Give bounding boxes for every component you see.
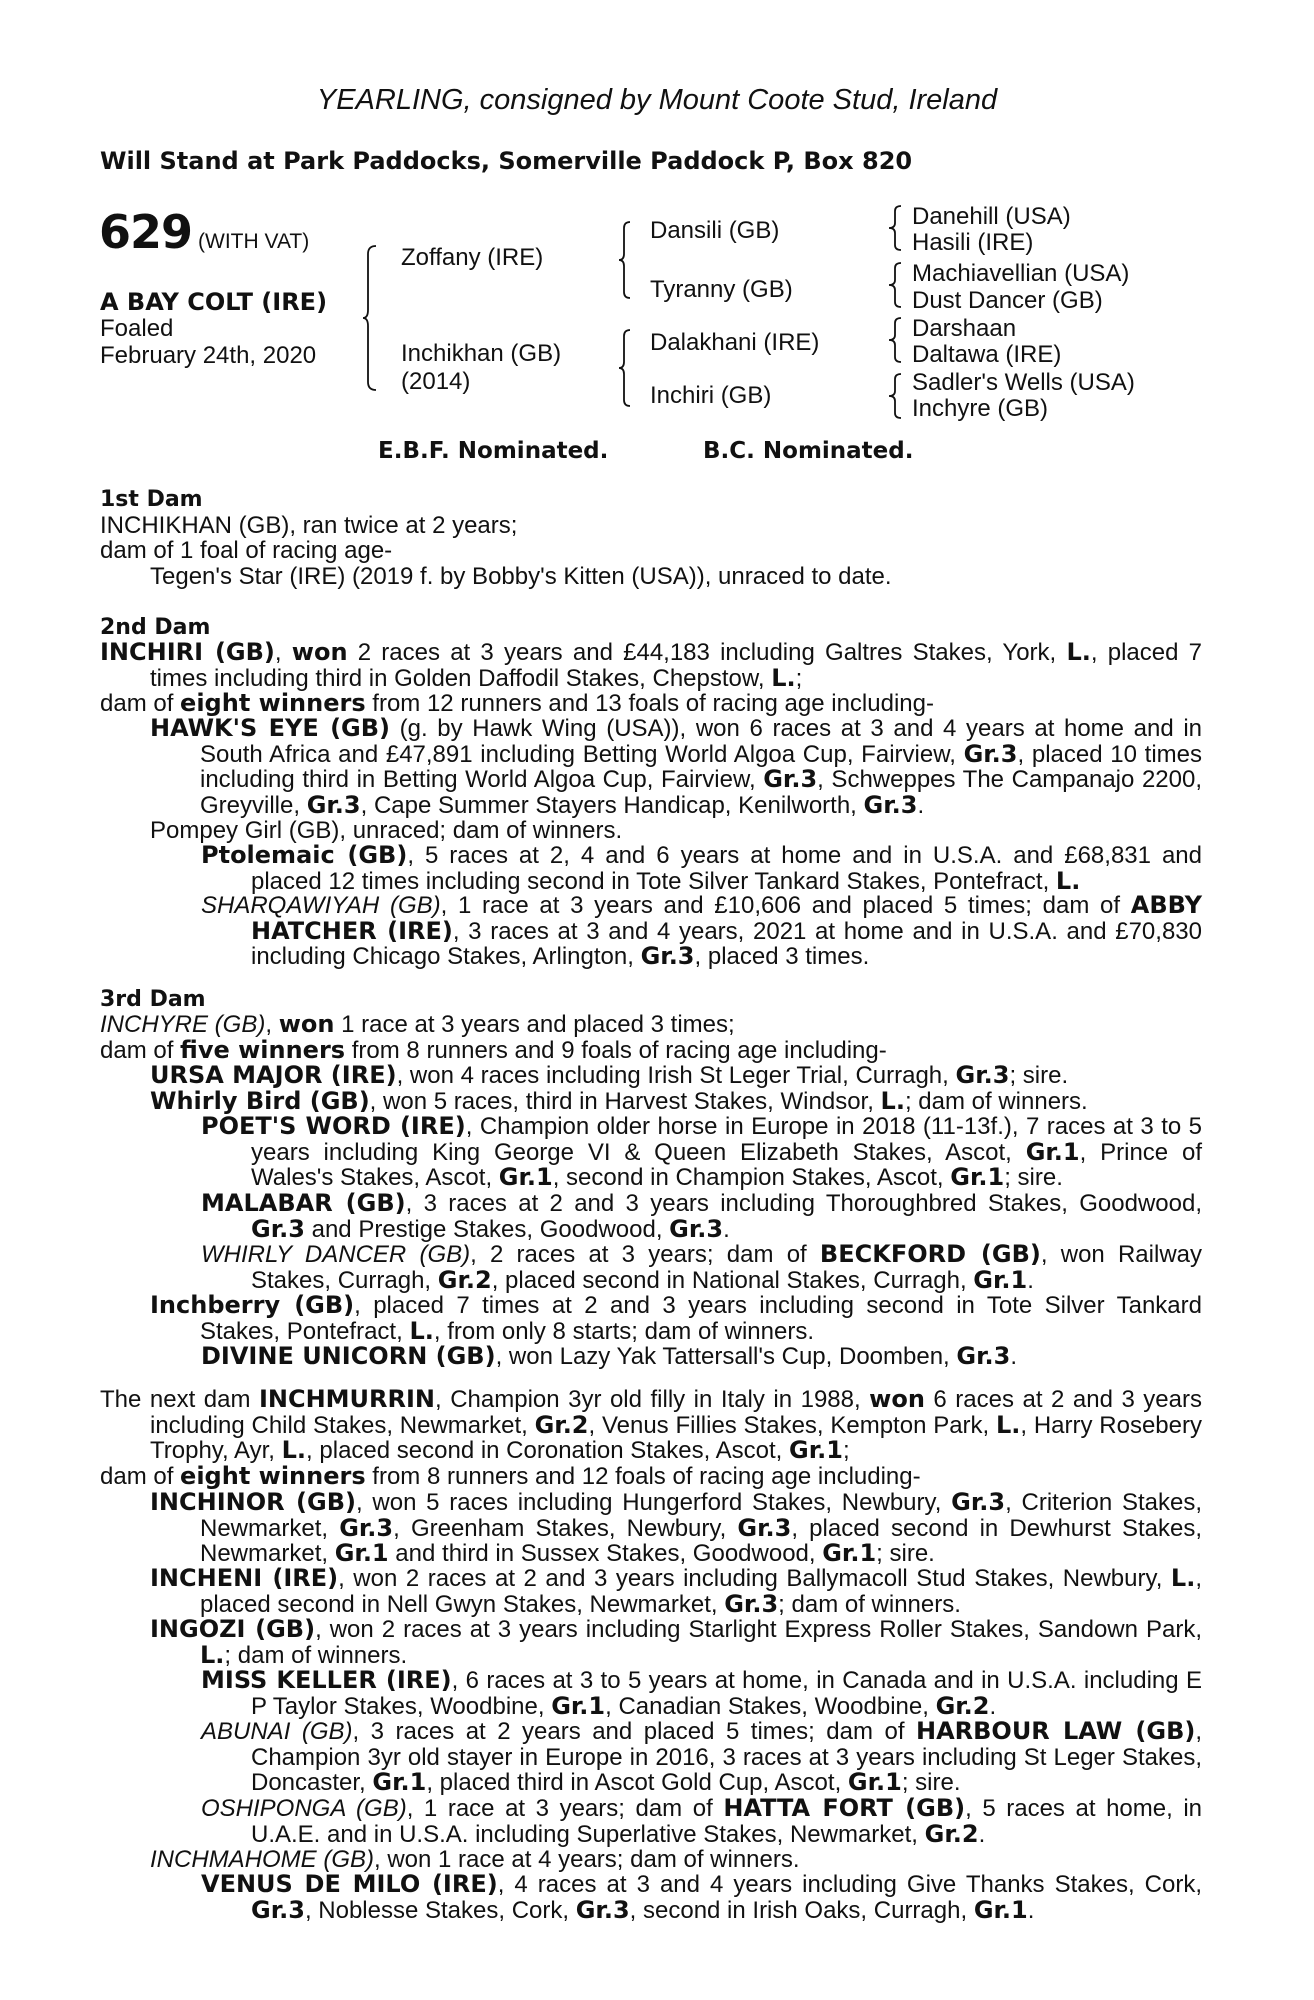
page-title: YEARLING, consigned by Mount Coote Stud, Ireland: [316, 84, 998, 116]
first-dam-line-2: dam of 1 foal of racing age-: [100, 537, 393, 564]
pedigree-bracket-sadlers-wells: [888, 372, 906, 420]
first-dam-line-3: Tegen's Star (IRE) (2019 f. by Bobby's Kitten (USA)), unraced to date.: [150, 563, 892, 590]
lot-number-block: [99, 205, 309, 259]
oshiponga-entry: OSHIPONGA (GB), 1 race at 3 years; dam of HATTA FORT (GB), 5 races at home, in U.A.E. and in U.S.A. including Superlative Stakes, Newmarket, Gr.2.: [201, 1794, 1203, 1848]
inchmahome-entry: INCHMAHOME (GB), won 1 race at 4 years; dam of winners.: [150, 1846, 800, 1873]
ebf-nominated: E.B.F. Nominated.: [378, 438, 609, 464]
pedigree-gen3-2: Hasili (IRE): [912, 229, 1034, 256]
pedigree-dam-year: (2014): [401, 368, 471, 395]
third-dam-inchyre: INCHYRE (GB), won 1 race at 3 years and placed 3 times;: [100, 1010, 735, 1038]
ingozi-entry: INGOZI (GB), won 2 races at 3 years including Starlight Express Roller Stakes, Sandown Park, L.; dam of winners.: [150, 1615, 1202, 1669]
pedigree-gen3-6: Daltawa (IRE): [912, 341, 1062, 368]
pedigree-bracket-dansili: [618, 220, 636, 300]
next-dam-dam-of: dam of eight winners from 8 runners and 12 foals of racing age including-: [100, 1462, 921, 1490]
hawks-eye-entry: HAWK'S EYE (GB) (g. by Hawk Wing (USA)), won 6 races at 3 and 4 years at home and in South Africa and £47,891 including Betting World Algoa Cup, Fairview, Gr.3, placed 10 times including third in Betting World Algoa Cup, Fairview, Gr.3, Schweppes The Campanajo 2200, Greyville, Gr.3, Cape Summer Stayers Handicap, Kenilworth, Gr.3.: [150, 714, 1203, 819]
divine-unicorn-entry: DIVINE UNICORN (GB), won Lazy Yak Tattersall's Cup, Doomben, Gr.3.: [201, 1342, 1017, 1370]
next-dam-inchmurrin: The next dam INCHMURRIN, Champion 3yr old filly in Italy in 1988, won 6 races at 2 and 3 years including Child Stakes, Newmarket, Gr.2, Venus Fillies Stakes, Kempton Park, L., Harry Rosebery Trophy, Ayr, L., placed second in Coronation Stakes, Ascot, Gr.1;: [100, 1385, 1202, 1465]
venus-de-milo-entry: VENUS DE MILO (IRE), 4 races at 3 and 4 years including Give Thanks Stakes, Cork, Gr.3, Noblesse Stakes, Cork, Gr.3, second in Irish Oaks, Curragh, Gr.1.: [201, 1870, 1203, 1924]
pedigree-gen3-7: Sadler's Wells (USA): [912, 369, 1135, 396]
pedigree-gen3-1: Danehill (USA): [912, 203, 1071, 230]
pedigree-gen3-8: Inchyre (GB): [912, 395, 1049, 422]
bc-nominated: B.C. Nominated.: [703, 438, 914, 464]
second-dam-heading: 2nd Dam: [100, 615, 211, 640]
pedigree-bracket-gen1: [362, 244, 382, 392]
pedigree-gen3-4: Dust Dancer (GB): [912, 287, 1103, 314]
poets-word-entry: POET'S WORD (IRE), Champion older horse in Europe in 2018 (11-13f.), 7 races at 3 to 5 years including King George VI & Queen Elizabeth Stakes, Ascot, Gr.1, Prince of Wales's Stakes, Ascot, Gr.1, second in Champion Stakes, Ascot, Gr.1; sire.: [201, 1112, 1203, 1192]
lot-number: 629: [99, 205, 193, 259]
pedigree-dam: Inchikhan (GB): [401, 340, 562, 367]
pompey-girl-entry: Pompey Girl (GB), unraced; dam of winners.: [150, 817, 623, 844]
stand-location: Will Stand at Park Paddocks, Somerville Paddock P, Box 820: [100, 147, 913, 175]
abunai-entry: ABUNAI (GB), 3 races at 2 years and placed 5 times; dam of HARBOUR LAW (GB), Champion 3yr old stayer in Europe in 2016, 3 races at 3 years including St Leger Stakes, Doncaster, Gr.1, placed third in Ascot Gold Cup, Ascot, Gr.1; sire.: [201, 1717, 1203, 1797]
whirly-bird-entry: Whirly Bird (GB), won 5 races, third in Harvest Stakes, Windsor, L.; dam of winners.: [150, 1087, 1088, 1115]
pedigree-gen2-3: Dalakhani (IRE): [650, 329, 820, 356]
sharqawiyah-entry: SHARQAWIYAH (GB), 1 race at 3 years and £10,606 and placed 5 times; dam of ABBY HATCHER (IRE), 3 races at 3 and 4 years, 2021 at home and in U.S.A. and £70,830 including Chicago Stakes, Arlington, Gr.3, placed 3 times.: [201, 891, 1202, 971]
foaled-label: Foaled: [100, 315, 174, 342]
pedigree-bracket-machiavellian: [888, 261, 906, 309]
pedigree-bracket-danehill: [888, 204, 906, 252]
second-dam-inchiri: INCHIRI (GB), won 2 races at 3 years and £44,183 including Galtres Stakes, York, L., placed 7 times including third in Golden Daffodil Stakes, Chepstow, L.;: [100, 638, 1203, 692]
pedigree-bracket-darshaan: [888, 316, 906, 364]
vat-note: (WITH VAT): [198, 230, 310, 253]
ursa-major-entry: URSA MAJOR (IRE), won 4 races including Irish St Leger Trial, Curragh, Gr.3; sire.: [150, 1061, 1069, 1089]
inchberry-entry: Inchberry (GB), placed 7 times at 2 and 3 years including second in Tote Silver Tankard Stakes, Pontefract, L., from only 8 starts; dam of winners.: [150, 1291, 1202, 1345]
inchinor-entry: INCHINOR (GB), won 5 races including Hungerford Stakes, Newbury, Gr.3, Criterion Stakes, Newmarket, Gr.3, Greenham Stakes, Newbury, Gr.3, placed second in Dewhurst Stakes, Newmarket, Gr.1 and third in Sussex Stakes, Goodwood, Gr.1; sire.: [150, 1488, 1202, 1568]
lot-name: A BAY COLT (IRE): [100, 288, 328, 316]
incheni-entry: INCHENI (IRE), won 2 races at 2 and 3 years including Ballymacoll Stud Stakes, Newbury, L., placed second in Nell Gwyn Stakes, Newmarket, Gr.3; dam of winners.: [150, 1564, 1202, 1618]
third-dam-dam-of: dam of five winners from 8 runners and 9 foals of racing age including-: [100, 1036, 887, 1064]
miss-keller-entry: MISS KELLER (IRE), 6 races at 3 to 5 years at home, in Canada and in U.S.A. including E P Taylor Stakes, Woodbine, Gr.1, Canadian Stakes, Woodbine, Gr.2.: [201, 1666, 1202, 1720]
whirly-dancer-entry: WHIRLY DANCER (GB), 2 races at 3 years; dam of BECKFORD (GB), won Railway Stakes, Curragh, Gr.2, placed second in National Stakes, Curragh, Gr.1.: [201, 1240, 1202, 1294]
second-dam-dam-of: dam of eight winners from 12 runners and 13 foals of racing age including-: [100, 689, 934, 717]
foaled-date: February 24th, 2020: [100, 342, 317, 369]
pedigree-gen2-2: Tyranny (GB): [650, 276, 793, 303]
foaled-info: [100, 315, 316, 369]
pedigree-gen3-5: Darshaan: [912, 315, 1017, 342]
third-dam-heading: 3rd Dam: [100, 987, 206, 1012]
first-dam-line-1: INCHIKHAN (GB), ran twice at 2 years;: [100, 512, 518, 539]
pedigree-bracket-dalakhani: [618, 328, 636, 408]
pedigree-gen2-1: Dansili (GB): [650, 217, 780, 244]
pedigree-sire: Zoffany (IRE): [401, 244, 544, 271]
ptolemaic-entry: Ptolemaic (GB), 5 races at 2, 4 and 6 years at home and in U.S.A. and £68,831 and placed 12 times including second in Tote Silver Tankard Stakes, Pontefract, L.: [201, 841, 1203, 895]
first-dam-heading: 1st Dam: [100, 487, 203, 512]
pedigree-gen2-4: Inchiri (GB): [650, 382, 772, 409]
pedigree-gen3-3: Machiavellian (USA): [912, 260, 1130, 287]
malabar-entry: MALABAR (GB), 3 races at 2 and 3 years including Thoroughbred Stakes, Goodwood, Gr.3 and Prestige Stakes, Goodwood, Gr.3.: [201, 1189, 1203, 1243]
